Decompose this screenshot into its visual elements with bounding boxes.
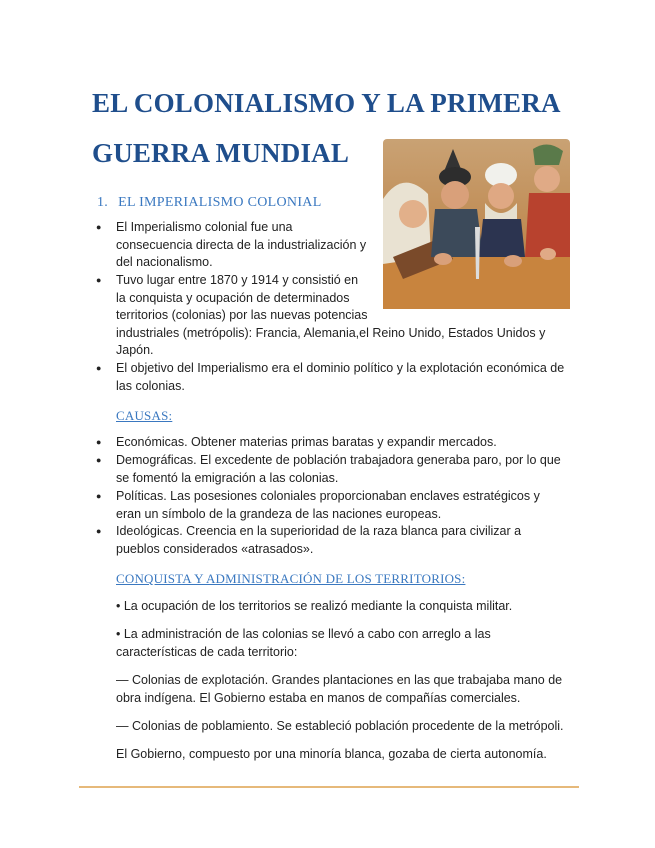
list-item (116, 452, 561, 487)
paragraph (116, 626, 491, 661)
list-item-line: ● El objetivo del Imperialismo era el dominio político y la explotación económica de (116, 361, 565, 375)
list-item-line: del nacionalismo. (116, 255, 213, 269)
subheading-conquista: CONQUISTA Y ADMINISTRACIÓN DE LOS TERRITORIOS: (116, 571, 466, 586)
subheading-causas: CAUSAS: (116, 408, 173, 423)
list-item-line: ● Demográficas. El excedente de población trabajadora generaba paro, por lo que (116, 453, 561, 467)
paragraph: • La ocupación de los territorios se realizó mediante la conquista militar. (116, 599, 513, 613)
list-item-line: pueblos considerados «atrasados». (116, 541, 314, 556)
list-item-line: la conquista y ocupación de determinados (116, 290, 350, 305)
list-item (116, 488, 540, 523)
list-item (116, 523, 521, 558)
list-item-line: consecuencia directa de la industrialización y (116, 237, 367, 252)
list-item-line: ● El Imperialismo colonial fue una (116, 220, 293, 234)
paragraph: El Gobierno, compuesto por una minoría blanca, gozaba de cierta autonomía. (116, 747, 547, 761)
paragraph (116, 672, 562, 707)
list-item-line: se fomentó la emigración a las colonias. (116, 470, 339, 485)
list-item-line: eran un símbolo de la grandeza de las naciones europeas. (116, 506, 442, 521)
page-title-line1: EL COLONIALISMO Y LA PRIMERA (92, 88, 561, 118)
list-item-line: ● Tuvo lugar entre 1870 y 1914 y consistió en (116, 273, 359, 287)
footer-divider (79, 786, 579, 788)
list-item (116, 434, 497, 452)
list-item (116, 219, 366, 272)
page-title-line2: GUERRA MUNDIAL (92, 138, 350, 168)
list-item (116, 360, 564, 395)
paragraph-line: — Colonias de explotación. Grandes plantaciones en las que trabajaba mano de (116, 673, 563, 687)
list-item-line: ● Políticas. Las posesiones coloniales proporcionaban enclaves estratégicos y (116, 489, 540, 503)
section-heading-imperialismo (97, 195, 322, 211)
list-item-line: territorios (colonias) por las nuevas potencias (116, 308, 368, 322)
list-item-line: ● Ideológicas. Creencia en la superioridad de la raza blanca para civilizar a (116, 524, 522, 538)
list-item-line: ● Económicas. Obtener materias primas baratas y expandir mercados. (116, 435, 497, 449)
list-item (116, 272, 545, 360)
paragraph-line: características de cada territorio: (116, 644, 298, 659)
paragraph-line: obra indígena. El Gobierno estaba en manos de compañías comerciales. (116, 690, 521, 705)
list-item-line: industriales (metrópolis): Francia, Alemania,el Reino Unido, Estados Unidos y (116, 325, 546, 340)
list-item-line: Japón. (116, 343, 154, 357)
paragraph-line: • La administración de las colonias se llevó a cabo con arreglo a las (116, 627, 491, 641)
section-number: 1. (97, 195, 109, 210)
paragraph: — Colonias de poblamiento. Se estableció población procedente de la metrópoli. (116, 719, 564, 733)
section-heading-text: EL IMPERIALISMO COLONIAL (118, 195, 322, 210)
list-item-line: las colonias. (116, 378, 185, 393)
